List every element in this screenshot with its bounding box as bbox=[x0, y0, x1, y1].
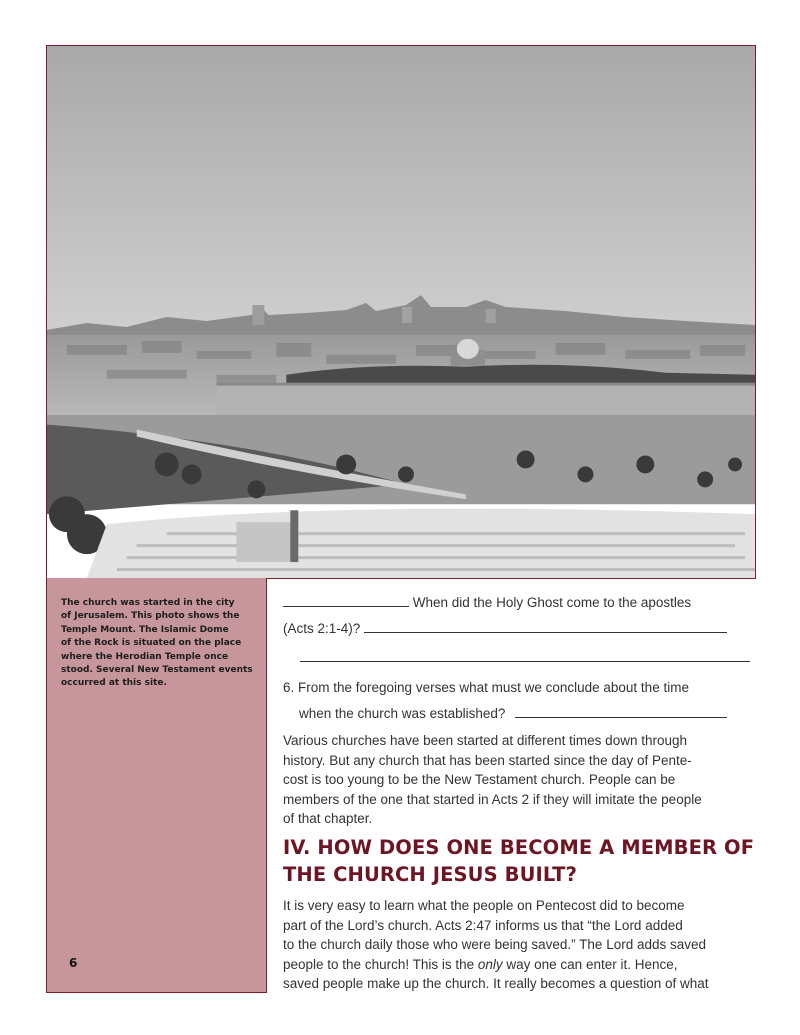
paragraph-line: of that chapter. bbox=[283, 811, 373, 827]
page-number: 6 bbox=[69, 956, 78, 970]
photo-caption bbox=[61, 597, 257, 691]
sidebar-panel bbox=[46, 578, 267, 993]
paragraph-line: to the church daily those who were being saved.” The Lord adds saved bbox=[283, 937, 707, 953]
caption-line: The church was started in the city bbox=[61, 598, 235, 608]
caption-line: of Jerusalem. This photo shows the bbox=[61, 611, 240, 622]
paragraph-line: It is very easy to learn what the people on Pentecost did to become bbox=[283, 898, 685, 913]
question-text: when the church was established? bbox=[299, 706, 506, 721]
question-6-line-2 bbox=[299, 704, 727, 722]
paragraph-line bbox=[283, 955, 759, 975]
text-run: way one can enter it. Hence, bbox=[502, 956, 678, 972]
question-6-line-1 bbox=[283, 679, 689, 696]
jerusalem-photo bbox=[46, 45, 756, 579]
caption-line: where the Herodian Temple once bbox=[61, 651, 229, 662]
caption-line: of the Rock is situated on the place bbox=[61, 638, 242, 649]
paragraph-line: history. But any church that has been started since the day of Pente- bbox=[283, 752, 692, 768]
question-text: 6. From the foregoing verses what must we conclude about the time bbox=[283, 680, 689, 695]
photo-image bbox=[47, 46, 755, 578]
question-5-line-2 bbox=[283, 619, 727, 637]
question-5-line-1 bbox=[283, 593, 691, 611]
text-run: people to the church! This is the bbox=[283, 956, 478, 972]
caption-line: stood. Several New Testament events bbox=[61, 665, 253, 676]
heading-line: IV. HOW DOES ONE BECOME A MEMBER OF bbox=[283, 836, 755, 859]
caption-line: Temple Mount. The Islamic Dome bbox=[61, 624, 229, 635]
answer-blank[interactable] bbox=[364, 619, 727, 633]
section-heading bbox=[283, 834, 759, 888]
paragraph-line: part of the Lord’s church. Acts 2:47 informs us that “the Lord added bbox=[283, 917, 683, 933]
question-text: When did the Holy Ghost come to the apostles bbox=[412, 595, 692, 610]
paragraph-line: saved people make up the church. It really becomes a question of what bbox=[283, 976, 709, 992]
emphasis-text: only bbox=[477, 956, 503, 972]
heading-line: THE CHURCH JESUS BUILT? bbox=[283, 863, 577, 886]
question-text: (Acts 2:1-4)? bbox=[283, 621, 361, 636]
caption-line: occurred at this site. bbox=[61, 678, 167, 689]
answer-blank[interactable] bbox=[283, 593, 409, 607]
answer-blank[interactable] bbox=[515, 704, 727, 718]
paragraph-membership bbox=[283, 896, 759, 994]
answer-blank[interactable] bbox=[300, 648, 750, 662]
paragraph-line: cost is too young to be the New Testament church. People can be bbox=[283, 772, 676, 788]
paragraph-churches bbox=[283, 731, 759, 829]
paragraph-line: Various churches have been started at different times down through bbox=[283, 733, 687, 748]
paragraph-line: members of the one that started in Acts 2 if they will imitate the people bbox=[283, 791, 702, 807]
question-5-line-3 bbox=[283, 648, 750, 666]
